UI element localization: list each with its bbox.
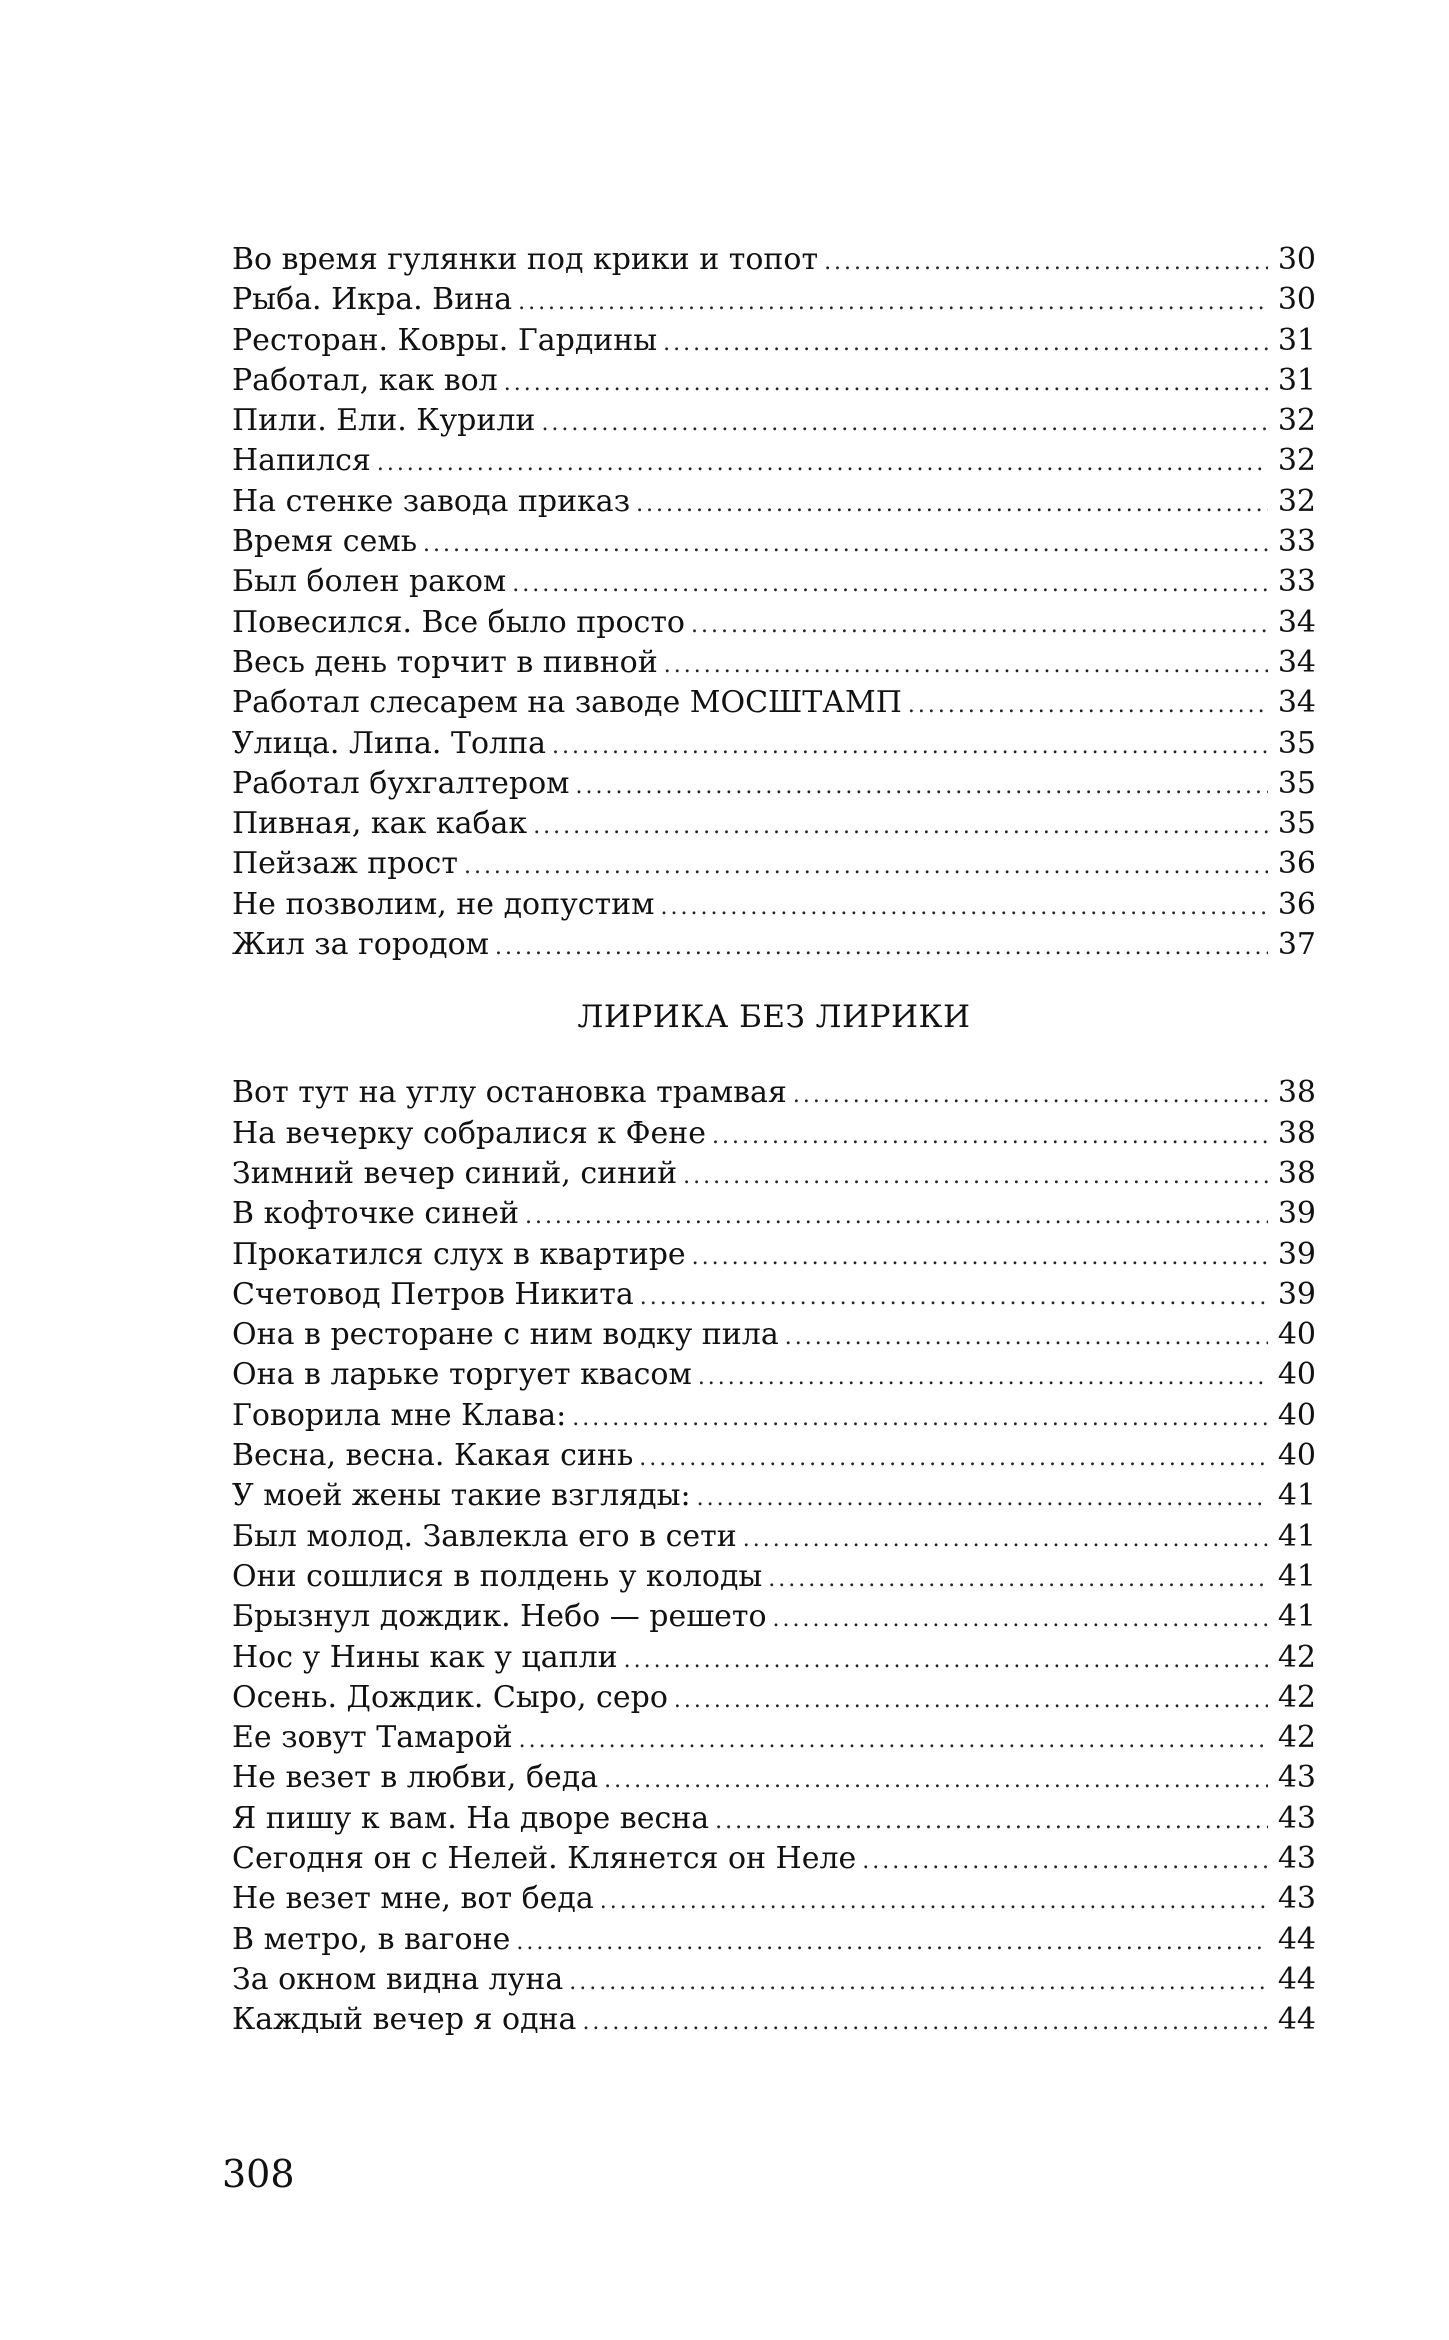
toc-entry-page: 34: [1277, 644, 1316, 680]
toc-entry-title: Сегодня он с Нелей. Клянется он Неле: [232, 1840, 857, 1876]
toc-entry: [232, 925, 1316, 965]
toc-entry: [232, 643, 1316, 683]
dot-leader: [518, 283, 1268, 323]
toc-entry-page: 42: [1277, 1639, 1316, 1675]
toc-entry: [232, 522, 1316, 562]
toc-entry-title: Осень. Дождик. Сыро, серо: [232, 1679, 668, 1715]
toc-entry: [232, 603, 1316, 643]
toc-entry-page: 33: [1277, 524, 1316, 560]
toc-entry-title: Нос у Нины как у цапли: [232, 1639, 618, 1675]
toc-entry: [232, 844, 1316, 884]
toc-entry: [232, 1275, 1316, 1315]
toc-entry-title: Брызнул дождик. Небо — решето: [232, 1599, 767, 1635]
toc-entry-page: 43: [1277, 1760, 1316, 1796]
toc-entry-page: 31: [1277, 362, 1316, 398]
toc-entry: [232, 804, 1316, 844]
toc-entry: [232, 280, 1316, 320]
dot-leader: [552, 727, 1268, 767]
dot-leader: [664, 646, 1268, 686]
dot-leader: [697, 1479, 1268, 1519]
dot-leader: [576, 767, 1268, 807]
toc-entry-page: 39: [1277, 1276, 1316, 1312]
toc-entry-page: 39: [1277, 1236, 1316, 1272]
dot-leader: [773, 1600, 1268, 1640]
toc-entry: [232, 1960, 1316, 2000]
page-number: 308: [222, 2152, 295, 2196]
dot-leader: [582, 2003, 1267, 2043]
dot-leader: [516, 1923, 1267, 1963]
toc-entry-title: Повесился. Все было просто: [232, 604, 685, 640]
toc-entry-title: Зимний вечер синий, синий: [232, 1155, 678, 1191]
toc-entry-page: 43: [1277, 1800, 1316, 1836]
toc-entry-page: 36: [1277, 846, 1316, 882]
toc-entry-page: 44: [1277, 1921, 1316, 1957]
dot-leader: [504, 364, 1268, 404]
toc-entry-title: Не везет в любви, беда: [232, 1760, 599, 1796]
toc-entry: [232, 764, 1316, 804]
toc-entry: [232, 2000, 1316, 2040]
toc-entry-title: Вот тут на углу остановка трамвая: [232, 1075, 787, 1111]
toc-section-2: [232, 1073, 1316, 2040]
dot-leader: [624, 1641, 1268, 1681]
toc-entry: [232, 1436, 1316, 1476]
toc-entry-title: В кофточке синей: [232, 1196, 519, 1232]
toc-entry-title: Улица. Липа. Толпа: [232, 725, 546, 761]
toc-entry-title: Пейзаж прост: [232, 846, 458, 882]
dot-leader: [512, 565, 1268, 605]
toc-entry-page: 33: [1277, 564, 1316, 600]
toc-entry: [232, 1758, 1316, 1798]
toc-entry-page: 40: [1277, 1357, 1316, 1393]
toc-entry-title: Напился: [232, 443, 371, 479]
toc-entry-title: Каждый вечер я одна: [232, 2002, 577, 2038]
toc-entry-title: Прокатился слух в квартире: [232, 1236, 686, 1272]
dot-leader: [377, 444, 1268, 484]
toc-entry-title: Она в ларьке торгует квасом: [232, 1357, 692, 1393]
toc-entry: [232, 1235, 1316, 1275]
section-heading: ЛИРИКА БЕЗ ЛИРИКИ: [577, 999, 971, 1036]
toc-entry-title: На стенке завода приказ: [232, 483, 631, 519]
toc-entry: [232, 1678, 1316, 1718]
toc-entry: [232, 441, 1316, 481]
dot-leader: [862, 1842, 1268, 1882]
toc-entry-title: Работал, как вол: [232, 362, 498, 398]
dot-leader: [636, 485, 1268, 525]
dot-leader: [743, 1520, 1268, 1560]
toc-entry-page: 44: [1277, 1961, 1316, 1997]
toc-entry-title: Жил за городом: [232, 927, 489, 963]
toc-entry: [232, 1920, 1316, 1960]
toc-entry: [232, 1396, 1316, 1436]
toc-entry: [232, 1799, 1316, 1839]
toc-entry-title: У моей жены такие взгляды:: [232, 1478, 691, 1514]
toc-entry-title: Весь день торчит в пивной: [232, 644, 658, 680]
dot-leader: [604, 1761, 1268, 1801]
toc-entry-title: За окном видна луна: [232, 1961, 564, 1997]
toc-entry: [232, 1355, 1316, 1395]
toc-entry-page: 42: [1277, 1679, 1316, 1715]
toc-entry-page: 34: [1277, 604, 1316, 640]
toc-entry-page: 30: [1277, 282, 1316, 318]
toc-entry-title: Счетовод Петров Никита: [232, 1276, 634, 1312]
toc-entry-page: 36: [1277, 886, 1316, 922]
dot-leader: [525, 1197, 1268, 1237]
toc-entry-title: В метро, в вагоне: [232, 1921, 511, 1957]
toc-entry: [232, 1517, 1316, 1557]
toc-entry: [232, 1315, 1316, 1355]
toc-entry-title: Не позволим, не допустим: [232, 886, 655, 922]
toc-entry: [232, 1114, 1316, 1154]
toc-entry: [232, 1194, 1316, 1234]
toc-entry-page: 32: [1277, 483, 1316, 519]
toc-entry-page: 41: [1277, 1558, 1316, 1594]
dot-leader: [692, 1238, 1268, 1278]
dot-leader: [824, 243, 1268, 283]
toc-entry-page: 42: [1277, 1720, 1316, 1756]
toc-entry-page: 39: [1277, 1196, 1316, 1232]
toc-entry-page: 38: [1277, 1155, 1316, 1191]
toc-entry-title: Время семь: [232, 524, 418, 560]
toc-entry-title: Был болен раком: [232, 564, 507, 600]
toc-entry-title: Работал слесарем на заводе МОСШТАМП: [232, 685, 902, 721]
toc-entry: [232, 482, 1316, 522]
dot-leader: [663, 324, 1268, 364]
toc-entry-title: Пивная, как кабак: [232, 806, 528, 842]
toc-entry-page: 32: [1277, 403, 1316, 439]
toc-entry-page: 40: [1277, 1397, 1316, 1433]
toc-entry-title: Я пишу к вам. На дворе весна: [232, 1800, 710, 1836]
toc-entry-title: Весна, весна. Какая синь: [232, 1438, 634, 1474]
dot-leader: [423, 525, 1268, 565]
toc-entry-page: 35: [1277, 806, 1316, 842]
toc-entry-title: Они сошлися в полдень у колоды: [232, 1558, 763, 1594]
dot-leader: [639, 1439, 1268, 1479]
toc-entry-title: Пили. Ели. Курили: [232, 403, 536, 439]
toc-entry-page: 43: [1277, 1881, 1316, 1917]
dot-leader: [464, 847, 1268, 887]
dot-leader: [715, 1802, 1268, 1842]
dot-leader: [640, 1278, 1268, 1318]
toc-entry-title: На вечерку собралися к Фене: [232, 1115, 706, 1151]
dot-leader: [660, 888, 1267, 928]
dot-leader: [600, 1882, 1268, 1922]
toc-entry-page: 30: [1277, 242, 1316, 277]
toc-entry-page: 32: [1277, 443, 1316, 479]
toc-entry-title: Не везет мне, вот беда: [232, 1881, 594, 1917]
toc-entry: [232, 1879, 1316, 1919]
toc-entry: [232, 321, 1316, 361]
toc-entry-page: 38: [1277, 1075, 1316, 1111]
toc-section-1: [232, 240, 1316, 965]
toc-entry-page: 35: [1277, 725, 1316, 761]
toc-entry-page: 41: [1277, 1518, 1316, 1554]
toc-entry-title: Говорила мне Клава:: [232, 1397, 567, 1433]
toc-entry: [232, 1154, 1316, 1194]
dot-leader: [691, 606, 1268, 646]
dot-leader: [908, 686, 1268, 726]
toc-entry-page: 43: [1277, 1840, 1316, 1876]
toc-entry-page: 34: [1277, 685, 1316, 721]
toc-entry-title: Был молод. Завлекла его в сети: [232, 1518, 737, 1554]
dot-leader: [495, 928, 1268, 968]
toc-entry: [232, 1476, 1316, 1516]
toc-entry-title: Во время гулянки под крики и топот: [232, 242, 819, 277]
toc-entry: [232, 240, 1316, 280]
toc-entry-page: 37: [1277, 927, 1316, 963]
toc-entry: [232, 1073, 1316, 1113]
toc-entry: [232, 885, 1316, 925]
toc-entry-page: 40: [1277, 1438, 1316, 1474]
toc-entry-title: Работал бухгалтером: [232, 765, 570, 801]
toc-entry: [232, 361, 1316, 401]
dot-leader: [519, 1721, 1268, 1761]
toc-entry-page: 35: [1277, 765, 1316, 801]
dot-leader: [793, 1076, 1268, 1116]
toc-entry-page: 44: [1277, 2002, 1316, 2038]
toc-entry: [232, 1557, 1316, 1597]
dot-leader: [698, 1358, 1268, 1398]
dot-leader: [541, 404, 1267, 444]
table-of-contents: [232, 240, 1316, 2040]
toc-entry: [232, 724, 1316, 764]
dot-leader: [533, 807, 1268, 847]
toc-entry-title: Ресторан. Ковры. Гардины: [232, 322, 658, 358]
dot-leader: [785, 1318, 1268, 1358]
toc-entry-title: Рыба. Икра. Вина: [232, 282, 513, 318]
toc-entry: [232, 1839, 1316, 1879]
toc-entry-page: 40: [1277, 1317, 1316, 1353]
toc-entry: [232, 683, 1316, 723]
dot-leader: [674, 1681, 1268, 1721]
dot-leader: [712, 1117, 1268, 1157]
toc-entry-title: Ее зовут Тамарой: [232, 1720, 513, 1756]
toc-entry-page: 41: [1277, 1478, 1316, 1514]
toc-entry-page: 38: [1277, 1115, 1316, 1151]
toc-entry: [232, 1597, 1316, 1637]
toc-entry-page: 41: [1277, 1599, 1316, 1635]
dot-leader: [569, 1963, 1268, 2003]
toc-entry: [232, 1718, 1316, 1758]
toc-entry: [232, 401, 1316, 441]
dot-leader: [768, 1560, 1268, 1600]
toc-entry-title: Она в ресторане с ним водку пила: [232, 1317, 779, 1353]
toc-entry-page: 31: [1277, 322, 1316, 358]
toc-entry: [232, 1638, 1316, 1678]
dot-leader: [572, 1399, 1268, 1439]
dot-leader: [683, 1157, 1268, 1197]
toc-entry: [232, 562, 1316, 602]
